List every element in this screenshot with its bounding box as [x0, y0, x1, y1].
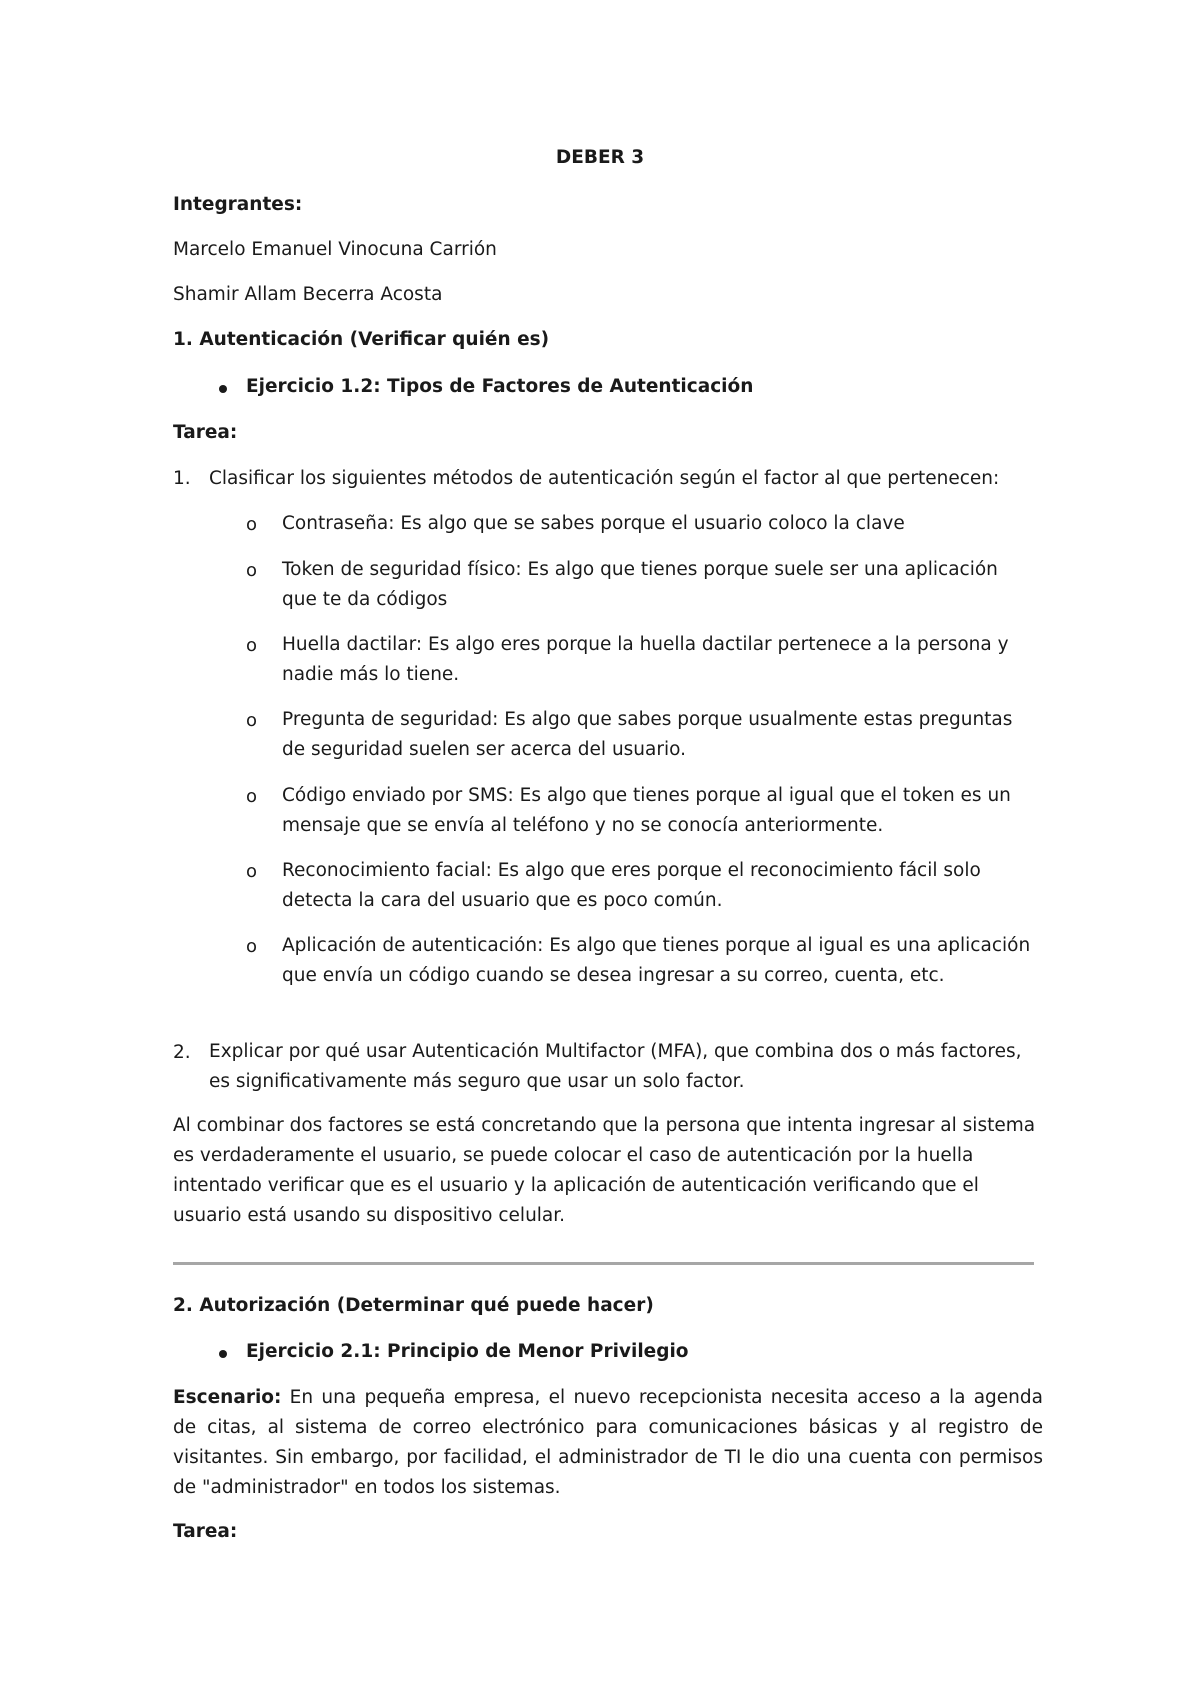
item-text: Es algo que tienes porque al igual que el token es un mensaje que se envía al teléfono y no se conocía anteriormente. — [282, 785, 1011, 836]
member-name: Shamir Allam Becerra Acosta — [173, 284, 443, 305]
list-item — [282, 856, 1037, 916]
item-text: Es algo que sabes porque usualmente estas preguntas de seguridad suelen ser acerca del usuario. — [282, 709, 1013, 760]
item-text: Es algo que eres porque el reconocimiento fácil solo detecta la cara del usuario que es poco común. — [282, 860, 981, 911]
tarea-label: Tarea: — [173, 1521, 238, 1542]
item-label: Contraseña: — [282, 513, 395, 534]
item-text: Es algo eres porque la huella dactilar pertenece a la persona y nadie más lo tiene. — [282, 634, 1009, 685]
item-label: Huella dactilar: — [282, 634, 423, 655]
list-item — [282, 931, 1037, 991]
item-text: Es algo que tienes porque al igual es una aplicación que envía un código cuando se desea ingresar a su correo, cuenta, etc. — [282, 935, 1031, 986]
item-label: Token de seguridad físico: — [282, 559, 522, 580]
section-heading: 2. Autorización (Determinar qué puede hacer) — [173, 1295, 654, 1316]
circle-bullet-icon: o — [246, 635, 258, 656]
circle-bullet-icon: o — [246, 560, 258, 581]
list-item — [282, 705, 1037, 765]
item-text: Es algo que se sabes porque el usuario coloco la clave — [394, 513, 905, 534]
circle-bullet-icon: o — [246, 861, 258, 882]
integrantes-label: Integrantes: — [173, 194, 303, 215]
bullet-icon — [219, 1350, 227, 1358]
bullet-icon — [219, 385, 227, 393]
circle-bullet-icon: o — [246, 936, 258, 957]
item-label: Reconocimiento facial: — [282, 860, 492, 881]
list-number: 1. — [173, 468, 191, 489]
item-label: Aplicación de autenticación: — [282, 935, 544, 956]
list-item — [282, 509, 1037, 539]
item-label: Código enviado por SMS: — [282, 785, 514, 806]
list-item — [282, 781, 1037, 841]
circle-bullet-icon: o — [246, 786, 258, 807]
escenario-label: Escenario: — [173, 1387, 282, 1408]
task-text: Explicar por qué usar Autenticación Multifactor (MFA), que combina dos o más factores, es significativamente más seguro que usar un solo factor. — [209, 1041, 1022, 1092]
list-item — [282, 630, 1037, 690]
page-title: DEBER 3 — [555, 147, 645, 168]
section-heading: 1. Autenticación (Verificar quién es) — [173, 329, 550, 350]
escenario-paragraph — [173, 1383, 1043, 1503]
answer-paragraph: Al combinar dos factores se está concretando que la persona que intenta ingresar al sistema es verdaderamente el usuario, se puede colocar el caso de autenticación por la huella intentado verificar que es el usuario y la aplicación de autenticación verificando que el usuario está usando su dispositivo celular. — [173, 1115, 1036, 1226]
circle-bullet-icon: o — [246, 514, 258, 535]
item-label: Pregunta de seguridad: — [282, 709, 499, 730]
list-number: 2. — [173, 1042, 191, 1063]
circle-bullet-icon: o — [246, 710, 258, 731]
item-text: Es algo que tienes porque suele ser una aplicación que te da códigos — [282, 559, 998, 610]
task-text: Clasificar los siguientes métodos de autenticación según el factor al que pertenecen: — [209, 468, 1000, 489]
exercise-title: Ejercicio 1.2: Tipos de Factores de Autenticación — [246, 376, 754, 397]
exercise-title: Ejercicio 2.1: Principio de Menor Privilegio — [246, 1341, 689, 1362]
member-name: Marcelo Emanuel Vinocuna Carrión — [173, 239, 497, 260]
tarea-label: Tarea: — [173, 422, 238, 443]
list-item — [282, 555, 1037, 615]
escenario-text: En una pequeña empresa, el nuevo recepcionista necesita acceso a la agenda de citas, al sistema de correo electrónico para comunicaciones básicas y al registro de visitantes. Sin embargo, por facilidad, el administrador de TI le dio una cuenta con permisos de "administrador" en todos los sistemas. — [173, 1387, 1043, 1498]
horizontal-divider — [173, 1262, 1034, 1265]
